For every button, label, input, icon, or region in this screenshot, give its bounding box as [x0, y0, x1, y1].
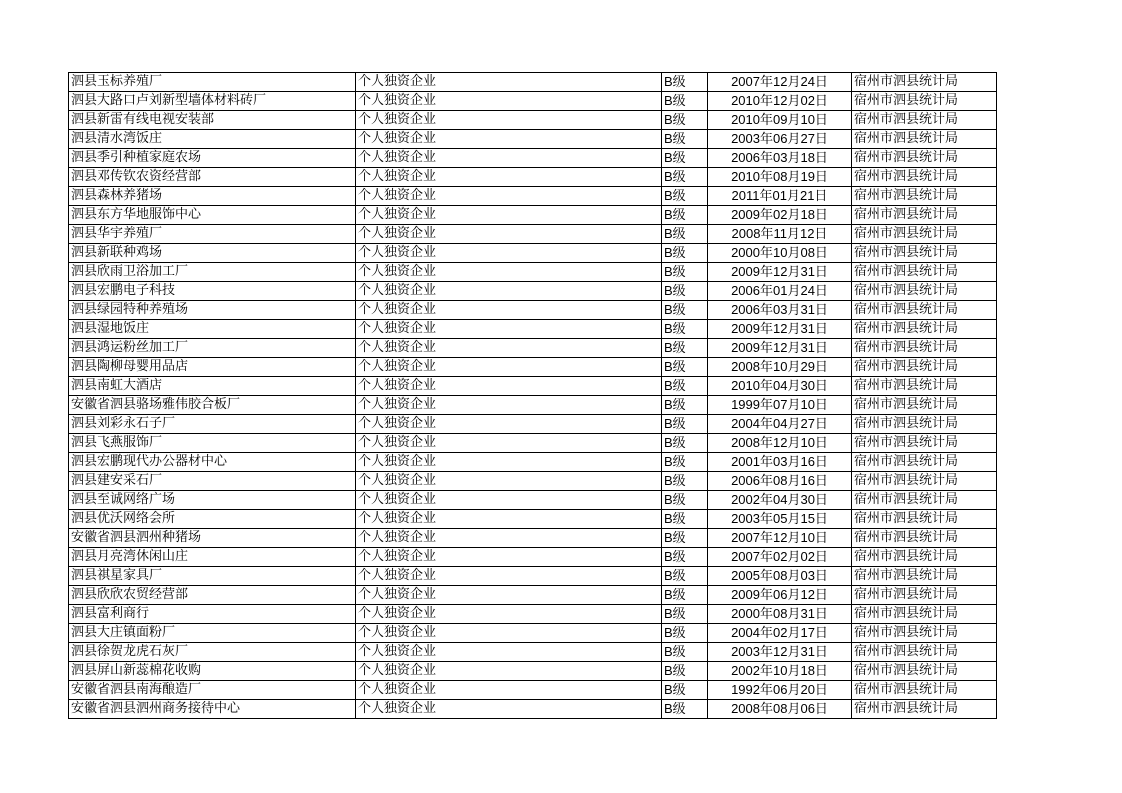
credit-grade-cell: B级 [662, 225, 708, 244]
authority-cell: 宿州市泗县统计局 [852, 130, 997, 149]
enterprise-name-cell: 安徽省泗县骆场雅伟胶合板厂 [69, 396, 356, 415]
enterprise-name-cell: 泗县富利商行 [69, 605, 356, 624]
table-row [69, 643, 997, 662]
table-row [69, 282, 997, 301]
credit-grade-cell: B级 [662, 491, 708, 510]
authority-cell: 宿州市泗县统计局 [852, 453, 997, 472]
authority-cell: 宿州市泗县统计局 [852, 586, 997, 605]
table-row [69, 206, 997, 225]
enterprise-type-cell: 个人独资企业 [356, 206, 662, 225]
enterprise-type-cell: 个人独资企业 [356, 92, 662, 111]
enterprise-type-cell: 个人独资企业 [356, 643, 662, 662]
table-row [69, 149, 997, 168]
table-row [69, 225, 997, 244]
registration-date-cell: 2008年10月29日 [708, 358, 852, 377]
table-row [69, 434, 997, 453]
registration-date-cell: 1999年07月10日 [708, 396, 852, 415]
authority-cell: 宿州市泗县统计局 [852, 491, 997, 510]
enterprise-name-cell: 泗县至诚网络广场 [69, 491, 356, 510]
authority-cell: 宿州市泗县统计局 [852, 111, 997, 130]
table-row [69, 624, 997, 643]
credit-grade-cell: B级 [662, 187, 708, 206]
authority-cell: 宿州市泗县统计局 [852, 548, 997, 567]
credit-grade-cell: B级 [662, 263, 708, 282]
enterprise-name-cell: 泗县东方华地服饰中心 [69, 206, 356, 225]
table-row [69, 320, 997, 339]
authority-cell: 宿州市泗县统计局 [852, 320, 997, 339]
credit-grade-cell: B级 [662, 206, 708, 225]
registration-date-cell: 2003年06月27日 [708, 130, 852, 149]
credit-grade-cell: B级 [662, 358, 708, 377]
registration-date-cell: 2008年11月12日 [708, 225, 852, 244]
enterprise-type-cell: 个人独资企业 [356, 320, 662, 339]
authority-cell: 宿州市泗县统计局 [852, 92, 997, 111]
table-row [69, 472, 997, 491]
credit-grade-cell: B级 [662, 149, 708, 168]
enterprise-name-cell: 泗县屏山新蕊棉花收购 [69, 662, 356, 681]
enterprise-type-cell: 个人独资企业 [356, 187, 662, 206]
enterprise-type-cell: 个人独资企业 [356, 244, 662, 263]
registration-date-cell: 2003年12月31日 [708, 643, 852, 662]
enterprise-name-cell: 安徽省泗县南海酿造厂 [69, 681, 356, 700]
table-row [69, 453, 997, 472]
credit-grade-cell: B级 [662, 567, 708, 586]
table-row [69, 491, 997, 510]
credit-grade-cell: B级 [662, 92, 708, 111]
credit-grade-cell: B级 [662, 681, 708, 700]
registration-date-cell: 2010年09月10日 [708, 111, 852, 130]
authority-cell: 宿州市泗县统计局 [852, 415, 997, 434]
enterprise-type-cell: 个人独资企业 [356, 282, 662, 301]
table-row [69, 681, 997, 700]
enterprise-name-cell: 泗县徐贺龙虎石灰厂 [69, 643, 356, 662]
table-row [69, 339, 997, 358]
credit-grade-cell: B级 [662, 586, 708, 605]
registration-date-cell: 2003年05月15日 [708, 510, 852, 529]
enterprise-name-cell: 泗县刘彩永石子厂 [69, 415, 356, 434]
credit-grade-cell: B级 [662, 472, 708, 491]
enterprise-type-cell: 个人独资企业 [356, 434, 662, 453]
registration-date-cell: 1992年06月20日 [708, 681, 852, 700]
authority-cell: 宿州市泗县统计局 [852, 529, 997, 548]
registration-date-cell: 2007年12月10日 [708, 529, 852, 548]
enterprise-type-cell: 个人独资企业 [356, 225, 662, 244]
registration-date-cell: 2009年12月31日 [708, 339, 852, 358]
authority-cell: 宿州市泗县统计局 [852, 358, 997, 377]
authority-cell: 宿州市泗县统计局 [852, 624, 997, 643]
enterprise-name-cell: 泗县湿地饭庄 [69, 320, 356, 339]
table-row [69, 358, 997, 377]
registration-date-cell: 2008年08月06日 [708, 700, 852, 719]
credit-grade-cell: B级 [662, 301, 708, 320]
enterprise-name-cell: 泗县祺星家具厂 [69, 567, 356, 586]
enterprise-name-cell: 安徽省泗县泗州种猪场 [69, 529, 356, 548]
credit-grade-cell: B级 [662, 396, 708, 415]
table-row [69, 263, 997, 282]
authority-cell: 宿州市泗县统计局 [852, 567, 997, 586]
table-row [69, 510, 997, 529]
credit-grade-cell: B级 [662, 339, 708, 358]
enterprise-type-cell: 个人独资企业 [356, 567, 662, 586]
enterprise-type-cell: 个人独资企业 [356, 472, 662, 491]
authority-cell: 宿州市泗县统计局 [852, 643, 997, 662]
enterprise-type-cell: 个人独资企业 [356, 453, 662, 472]
enterprise-name-cell: 泗县鸿运粉丝加工厂 [69, 339, 356, 358]
enterprise-type-cell: 个人独资企业 [356, 339, 662, 358]
registration-date-cell: 2002年10月18日 [708, 662, 852, 681]
enterprise-type-cell: 个人独资企业 [356, 586, 662, 605]
authority-cell: 宿州市泗县统计局 [852, 168, 997, 187]
enterprise-type-cell: 个人独资企业 [356, 548, 662, 567]
authority-cell: 宿州市泗县统计局 [852, 73, 997, 92]
registration-date-cell: 2010年04月30日 [708, 377, 852, 396]
table-row [69, 111, 997, 130]
enterprise-name-cell: 泗县宏鹏现代办公器材中心 [69, 453, 356, 472]
enterprise-type-cell: 个人独资企业 [356, 168, 662, 187]
credit-grade-cell: B级 [662, 244, 708, 263]
enterprise-name-cell: 泗县华宇养殖厂 [69, 225, 356, 244]
credit-grade-cell: B级 [662, 320, 708, 339]
registration-date-cell: 2001年03月16日 [708, 453, 852, 472]
enterprise-name-cell: 泗县绿园特种养殖场 [69, 301, 356, 320]
table-row [69, 187, 997, 206]
enterprise-type-cell: 个人独资企业 [356, 681, 662, 700]
table-row [69, 73, 997, 92]
table-row [69, 415, 997, 434]
enterprise-name-cell: 泗县大路口卢刘新型墙体材料砖厂 [69, 92, 356, 111]
enterprise-type-cell: 个人独资企业 [356, 263, 662, 282]
table-row [69, 700, 997, 719]
registration-date-cell: 2009年12月31日 [708, 263, 852, 282]
enterprise-type-cell: 个人独资企业 [356, 301, 662, 320]
registration-date-cell: 2006年03月31日 [708, 301, 852, 320]
credit-grade-cell: B级 [662, 434, 708, 453]
enterprise-type-cell: 个人独资企业 [356, 377, 662, 396]
enterprise-name-cell: 安徽省泗县泗州商务接待中心 [69, 700, 356, 719]
credit-grade-cell: B级 [662, 624, 708, 643]
enterprise-type-cell: 个人独资企业 [356, 529, 662, 548]
table-row [69, 396, 997, 415]
registration-date-cell: 2000年10月08日 [708, 244, 852, 263]
credit-grade-cell: B级 [662, 662, 708, 681]
table-row [69, 567, 997, 586]
table-row [69, 548, 997, 567]
authority-cell: 宿州市泗县统计局 [852, 472, 997, 491]
credit-grade-cell: B级 [662, 282, 708, 301]
registration-date-cell: 2009年06月12日 [708, 586, 852, 605]
registration-date-cell: 2009年02月18日 [708, 206, 852, 225]
authority-cell: 宿州市泗县统计局 [852, 282, 997, 301]
authority-cell: 宿州市泗县统计局 [852, 149, 997, 168]
enterprise-type-cell: 个人独资企业 [356, 700, 662, 719]
credit-grade-cell: B级 [662, 130, 708, 149]
table-row [69, 662, 997, 681]
enterprise-type-cell: 个人独资企业 [356, 624, 662, 643]
registration-date-cell: 2008年12月10日 [708, 434, 852, 453]
table-row [69, 301, 997, 320]
authority-cell: 宿州市泗县统计局 [852, 301, 997, 320]
authority-cell: 宿州市泗县统计局 [852, 339, 997, 358]
enterprise-name-cell: 泗县玉标养殖厂 [69, 73, 356, 92]
enterprise-name-cell: 泗县季引种植家庭农场 [69, 149, 356, 168]
authority-cell: 宿州市泗县统计局 [852, 206, 997, 225]
credit-grade-cell: B级 [662, 529, 708, 548]
enterprise-name-cell: 泗县新联种鸡场 [69, 244, 356, 263]
enterprise-type-cell: 个人独资企业 [356, 73, 662, 92]
enterprise-type-cell: 个人独资企业 [356, 662, 662, 681]
table-row [69, 92, 997, 111]
enterprise-name-cell: 泗县欣欣农贸经营部 [69, 586, 356, 605]
credit-grade-cell: B级 [662, 73, 708, 92]
authority-cell: 宿州市泗县统计局 [852, 662, 997, 681]
registration-date-cell: 2004年02月17日 [708, 624, 852, 643]
table-row [69, 168, 997, 187]
enterprise-name-cell: 泗县南虹大酒店 [69, 377, 356, 396]
authority-cell: 宿州市泗县统计局 [852, 510, 997, 529]
table-body [69, 73, 997, 719]
authority-cell: 宿州市泗县统计局 [852, 377, 997, 396]
credit-grade-cell: B级 [662, 453, 708, 472]
credit-grade-cell: B级 [662, 510, 708, 529]
enterprise-type-cell: 个人独资企业 [356, 358, 662, 377]
enterprise-name-cell: 泗县建安采石厂 [69, 472, 356, 491]
enterprise-name-cell: 泗县优沃网络会所 [69, 510, 356, 529]
credit-grade-cell: B级 [662, 700, 708, 719]
registration-date-cell: 2009年12月31日 [708, 320, 852, 339]
table-row [69, 529, 997, 548]
registration-date-cell: 2010年12月02日 [708, 92, 852, 111]
authority-cell: 宿州市泗县统计局 [852, 225, 997, 244]
table-row [69, 605, 997, 624]
enterprise-name-cell: 泗县森林养猪场 [69, 187, 356, 206]
credit-grade-cell: B级 [662, 415, 708, 434]
registration-date-cell: 2000年08月31日 [708, 605, 852, 624]
credit-grade-cell: B级 [662, 548, 708, 567]
credit-grade-cell: B级 [662, 605, 708, 624]
registration-date-cell: 2004年04月27日 [708, 415, 852, 434]
registration-date-cell: 2007年12月24日 [708, 73, 852, 92]
enterprise-type-cell: 个人独资企业 [356, 396, 662, 415]
enterprise-name-cell: 泗县月亮湾休闲山庄 [69, 548, 356, 567]
registration-date-cell: 2011年01月21日 [708, 187, 852, 206]
authority-cell: 宿州市泗县统计局 [852, 263, 997, 282]
table-row [69, 130, 997, 149]
enterprise-type-cell: 个人独资企业 [356, 510, 662, 529]
authority-cell: 宿州市泗县统计局 [852, 244, 997, 263]
enterprise-type-cell: 个人独资企业 [356, 130, 662, 149]
enterprise-name-cell: 泗县新雷有线电视安装部 [69, 111, 356, 130]
authority-cell: 宿州市泗县统计局 [852, 187, 997, 206]
enterprise-name-cell: 泗县邓传钦农资经营部 [69, 168, 356, 187]
authority-cell: 宿州市泗县统计局 [852, 681, 997, 700]
enterprise-type-cell: 个人独资企业 [356, 111, 662, 130]
enterprise-name-cell: 泗县宏鹏电子科技 [69, 282, 356, 301]
registration-date-cell: 2006年03月18日 [708, 149, 852, 168]
registration-date-cell: 2010年08月19日 [708, 168, 852, 187]
enterprise-name-cell: 泗县清水湾饭庄 [69, 130, 356, 149]
enterprise-name-cell: 泗县飞燕服饰厂 [69, 434, 356, 453]
enterprise-name-cell: 泗县陶柳母婴用品店 [69, 358, 356, 377]
authority-cell: 宿州市泗县统计局 [852, 700, 997, 719]
authority-cell: 宿州市泗县统计局 [852, 434, 997, 453]
table-row [69, 244, 997, 263]
enterprise-type-cell: 个人独资企业 [356, 149, 662, 168]
table-row [69, 377, 997, 396]
authority-cell: 宿州市泗县统计局 [852, 396, 997, 415]
registration-date-cell: 2005年08月03日 [708, 567, 852, 586]
registration-date-cell: 2006年08月16日 [708, 472, 852, 491]
enterprise-type-cell: 个人独资企业 [356, 491, 662, 510]
authority-cell: 宿州市泗县统计局 [852, 605, 997, 624]
credit-grade-cell: B级 [662, 643, 708, 662]
credit-grade-cell: B级 [662, 168, 708, 187]
enterprise-name-cell: 泗县大庄镇面粉厂 [69, 624, 356, 643]
registration-date-cell: 2007年02月02日 [708, 548, 852, 567]
enterprise-type-cell: 个人独资企业 [356, 605, 662, 624]
table-row [69, 586, 997, 605]
enterprise-type-cell: 个人独资企业 [356, 415, 662, 434]
registration-date-cell: 2006年01月24日 [708, 282, 852, 301]
credit-grade-cell: B级 [662, 111, 708, 130]
enterprise-credit-table [68, 72, 997, 719]
registration-date-cell: 2002年04月30日 [708, 491, 852, 510]
enterprise-name-cell: 泗县欣雨卫浴加工厂 [69, 263, 356, 282]
credit-grade-cell: B级 [662, 377, 708, 396]
